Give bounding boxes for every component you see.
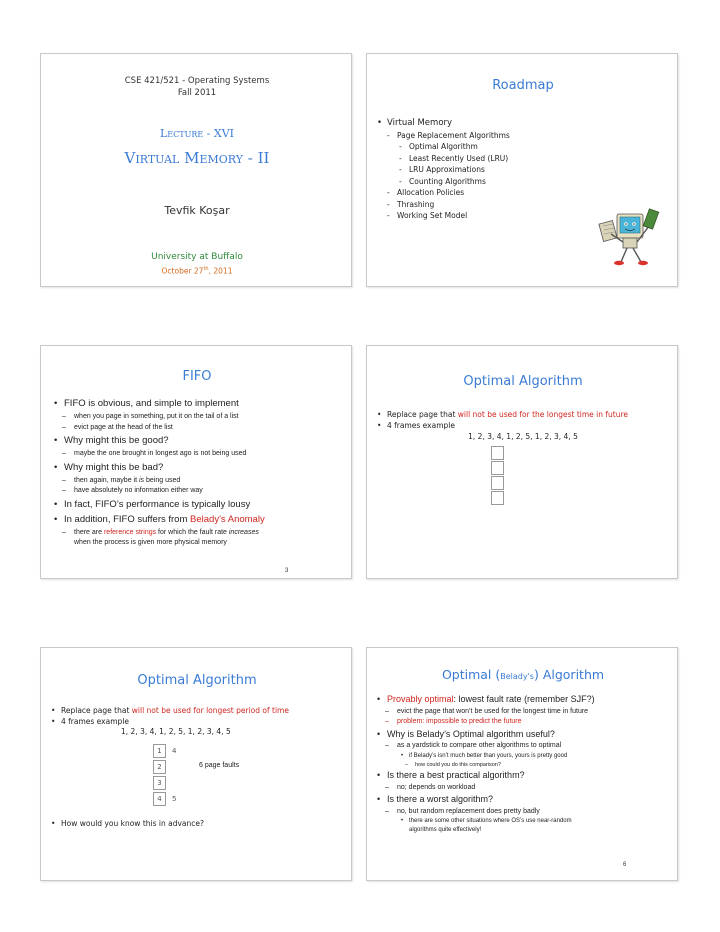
- frame-cell: 4: [153, 792, 166, 806]
- frame-cell: [491, 476, 504, 490]
- optimal-content: [49, 705, 349, 727]
- text: Replace page that: [61, 706, 132, 715]
- bullet: [375, 694, 675, 706]
- date-sup: th: [203, 266, 209, 272]
- heading-small: Belady's: [500, 672, 534, 681]
- bullet: [49, 705, 349, 716]
- sub-bullet: – evict the page that won’t be used for the longest time in future: [375, 707, 675, 718]
- slide-title: [40, 53, 352, 287]
- bullet: • In fact, FIFO’s performance is typically lousy: [52, 499, 348, 511]
- slide-optimal-2: [40, 647, 352, 881]
- text: algorithms quite effectively!: [409, 827, 482, 833]
- roadmap-item: - Page Replacement Algorithms: [375, 130, 615, 142]
- sub-sub-sub-bullet: – how could you do this comparison?: [375, 761, 675, 770]
- bullet: • Why is Belady’s Optimal algorithm useful?: [375, 729, 675, 741]
- emphasis: is: [139, 476, 145, 484]
- slide-heading: Roadmap: [492, 78, 554, 93]
- sub-bullet: [52, 476, 348, 487]
- sub-bullet: – problem: impossible to predict the future: [375, 717, 675, 728]
- date-tail: , 2011: [208, 266, 233, 276]
- roadmap-item: - Counting Algorithms: [375, 176, 615, 188]
- replacement-value: 4: [172, 747, 177, 755]
- text: there are: [74, 528, 104, 536]
- roadmap-item: - Allocation Policies: [375, 187, 615, 199]
- course-term: Fall 2011: [177, 88, 217, 98]
- question-list: [49, 818, 349, 829]
- slide-belady: [366, 647, 678, 881]
- sub-bullet: [52, 528, 348, 549]
- bullet: • Why might this be bad?: [52, 462, 348, 474]
- highlight: reference strings: [103, 528, 157, 536]
- slide-heading: FIFO: [182, 369, 212, 384]
- text: for which the fault rate: [156, 528, 229, 536]
- roadmap-item: • Virtual Memory: [375, 118, 615, 130]
- slide-fifo: [40, 345, 352, 579]
- text: when the process is given more physical memory: [74, 539, 227, 546]
- bullet: • Is there a worst algorithm?: [375, 794, 675, 806]
- roadmap-item: - Optimal Algorithm: [375, 141, 615, 153]
- bullet: [52, 514, 348, 526]
- text: being used: [144, 476, 181, 484]
- roadmap-item: - Working Set Model: [375, 210, 615, 222]
- highlight: will not be used for the longest time in future: [457, 410, 628, 419]
- reference-string: 1, 2, 3, 4, 1, 2, 5, 1, 2, 3, 4, 5: [121, 727, 231, 736]
- author-name: Tevfik Koşar: [164, 204, 230, 217]
- bullet: • FIFO is obvious, and simple to implement: [52, 398, 348, 410]
- highlight: will not be used for longest period of time: [131, 706, 289, 715]
- sub-bullet: – as a yardstick to compare other algorithms to optimal: [375, 741, 675, 752]
- page-number: 3: [285, 568, 289, 574]
- emphasis: increases: [228, 528, 259, 536]
- slide-heading: Optimal Algorithm: [137, 673, 257, 688]
- page-number: 6: [623, 862, 627, 868]
- bullet: [375, 409, 675, 420]
- sub-bullet: – when you page in something, put it on the tail of a list: [52, 412, 348, 423]
- highlight: Belady's Anomaly: [190, 513, 265, 525]
- lecture-number: Lecture - XVI: [159, 127, 235, 140]
- university-name: University at Buffalo: [151, 252, 243, 262]
- sub-bullet: – maybe the one brought in longest ago is not being used: [52, 449, 348, 460]
- frame-cell: [491, 491, 504, 505]
- sub-sub-bullet: [375, 817, 675, 835]
- bullet: • 4 frames example: [49, 716, 349, 727]
- text: Replace page that: [387, 410, 458, 419]
- highlight: Provably optimal: [387, 694, 454, 704]
- frame-cell: [491, 461, 504, 475]
- course-name: CSE 421/521 - Operating Systems: [124, 76, 270, 86]
- reference-string: 1, 2, 3, 4, 1, 2, 5, 1, 2, 3, 4, 5: [468, 432, 578, 441]
- replacement-value: 5: [172, 795, 177, 803]
- roadmap-item: - LRU Approximations: [375, 164, 615, 176]
- bullet: • How would you know this in advance?: [49, 818, 349, 829]
- slide-heading: Optimal Algorithm: [463, 374, 583, 389]
- bullet: • 4 frames example: [375, 420, 675, 431]
- lecture-title: Virtual Memory - II: [124, 149, 270, 167]
- fault-count: 6 page faults: [199, 762, 240, 769]
- roadmap-item: - Least Recently Used (LRU): [375, 153, 615, 165]
- sub-sub-bullet: • if Belady’s isn’t much better than yours, yours is pretty good: [375, 752, 675, 761]
- text: there are some other situations where OS’s use near-random: [409, 818, 572, 824]
- text: then again, maybe it: [74, 476, 139, 484]
- frame-cell: 1: [153, 744, 166, 758]
- belady-content: [375, 694, 675, 835]
- roadmap-list: [375, 118, 615, 222]
- bullet: • Why might this be good?: [52, 435, 348, 447]
- frame-cell: [491, 446, 504, 460]
- text: : lowest fault rate (remember SJF?): [453, 694, 595, 704]
- sub-bullet: – have absolutely no information either way: [52, 486, 348, 497]
- heading-part: ) Algorithm: [533, 667, 605, 682]
- frame-cell: 2: [153, 760, 166, 774]
- bullet: • Is there a best practical algorithm?: [375, 770, 675, 782]
- slide-heading: [367, 667, 679, 682]
- sub-bullet: – evict page at the head of the list: [52, 423, 348, 434]
- heading-part: Optimal (: [441, 667, 501, 682]
- sub-bullet: – no, but random replacement does pretty badly: [375, 807, 675, 818]
- date-main: October 27: [161, 266, 204, 276]
- sub-bullet: – no; depends on workload: [375, 783, 675, 794]
- slide-roadmap: [366, 53, 678, 287]
- lecture-date: [41, 266, 353, 276]
- roadmap-item: - Thrashing: [375, 199, 615, 211]
- fifo-content: [52, 398, 348, 549]
- text: In addition, FIFO suffers from: [64, 513, 191, 525]
- computer-character-icon: [597, 204, 667, 270]
- optimal-content: [375, 409, 675, 431]
- frame-cell: 3: [153, 776, 166, 790]
- slide-optimal-1: [366, 345, 678, 579]
